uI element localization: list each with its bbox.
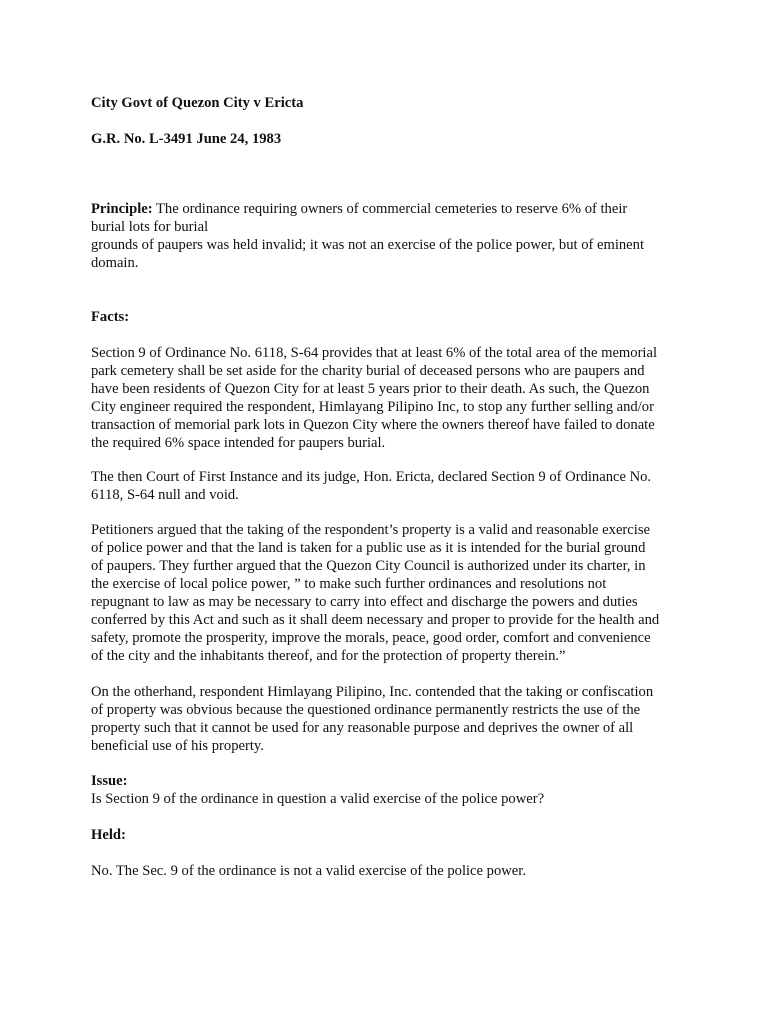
paragraph-line: On the otherhand, respondent Himlayang Pilipino, Inc. contended that the taking or confiscation <box>91 684 654 700</box>
paragraph-line: City engineer required the respondent, Himlayang Pilipino Inc, to stop any further selling and/or <box>91 399 654 415</box>
paragraph-line: of the city and the inhabitants thereof, and for the protection of property therein.” <box>91 648 566 664</box>
paragraph-line: of police power and that the land is taken for a public use as it is intended for the burial ground <box>91 540 646 556</box>
principle-line-2: burial lots for burial <box>91 219 209 235</box>
paragraph-line: of paupers. They further argued that the Quezon City Council is authorized under its charter, in <box>91 558 646 574</box>
paragraph-line: The then Court of First Instance and its judge, Hon. Ericta, declared Section 9 of Ordinance No. <box>91 469 652 485</box>
paragraph-line: beneficial use of his property. <box>91 738 264 754</box>
principle-line-3: grounds of paupers was held invalid; it was not an exercise of the police power, but of eminent <box>91 237 645 253</box>
facts-heading: Facts: <box>91 309 130 325</box>
principle-line-4: domain. <box>91 255 139 271</box>
facts-paragraph-1 <box>91 344 691 452</box>
facts-paragraph-4 <box>91 683 691 755</box>
held-text: No. The Sec. 9 of the ordinance is not a valid exercise of the police power. <box>91 863 526 879</box>
held-heading: Held: <box>91 827 126 843</box>
paragraph-line: the required 6% space intended for paupers burial. <box>91 435 386 451</box>
paragraph-line: park cemetery shall be set aside for the charity burial of deceased persons who are paupers and <box>91 363 645 379</box>
paragraph-line: property such that it cannot be used for any reasonable purpose and deprives the owner of all <box>91 720 634 736</box>
principle-section <box>91 200 691 272</box>
principle-text-1: The ordinance requiring owners of commercial cemeteries to reserve 6% of their <box>152 201 628 217</box>
paragraph-line: 6118, S-64 null and void. <box>91 487 239 503</box>
case-citation: G.R. No. L-3491 June 24, 1983 <box>91 131 282 147</box>
paragraph-line: safety, promote the prosperity, improve the morals, peace, good order, comfort and convenience <box>91 630 651 646</box>
paragraph-line: Petitioners argued that the taking of the respondent’s property is a valid and reasonable exercise <box>91 522 650 538</box>
paragraph-line: conferred by this Act and such as it shall deem necessary and proper to provide for the health and <box>91 612 660 628</box>
facts-paragraph-2 <box>91 468 691 504</box>
issue-text: Is Section 9 of the ordinance in question a valid exercise of the police power? <box>91 791 545 807</box>
facts-paragraph-3 <box>91 521 691 665</box>
paragraph-line: repugnant to law as may be necessary to carry into effect and discharge the powers and duties <box>91 594 638 610</box>
paragraph-line: of property was obvious because the questioned ordinance permanently restricts the use of the <box>91 702 641 718</box>
paragraph-line: transaction of memorial park lots in Quezon City where the owners thereof have failed to donate <box>91 417 655 433</box>
paragraph-line: the exercise of local police power, ” to make such further ordinances and resolutions not <box>91 576 607 592</box>
paragraph-line: have been residents of Quezon City for at least 5 years prior to their death. As such, the Quezon <box>91 381 650 397</box>
case-title: City Govt of Quezon City v Ericta <box>91 95 304 111</box>
principle-line-1 <box>91 200 691 218</box>
paragraph-line: Section 9 of Ordinance No. 6118, S-64 provides that at least 6% of the total area of the memorial <box>91 345 658 361</box>
principle-label: Principle: <box>91 201 153 217</box>
issue-heading: Issue: <box>91 773 128 789</box>
